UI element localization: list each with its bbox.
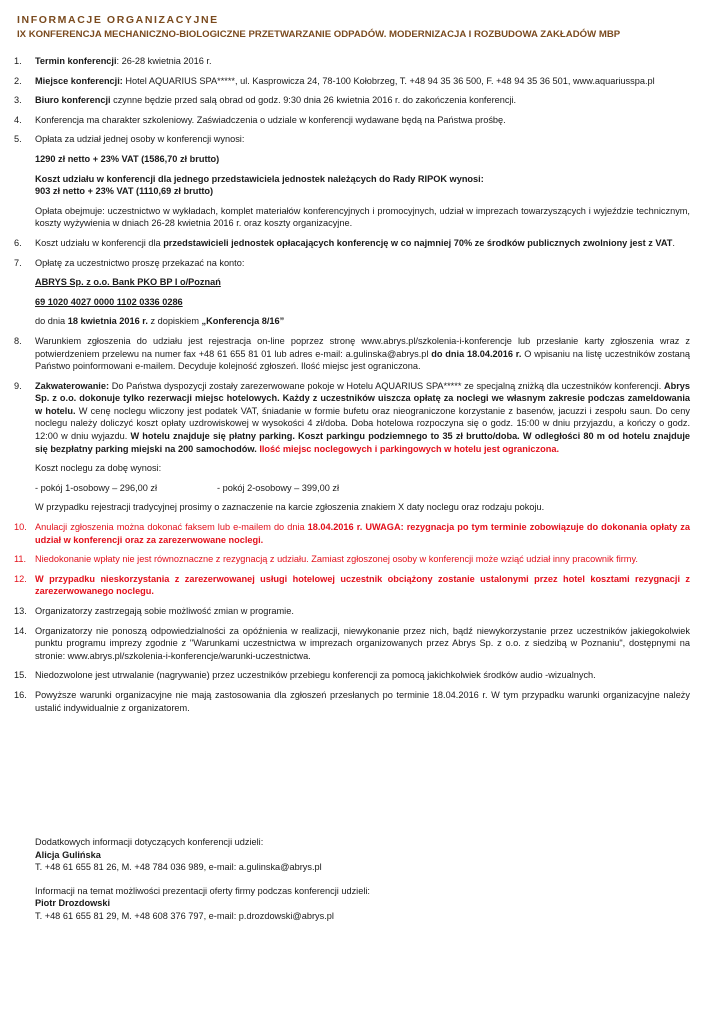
contact-intro: Informacji na temat możliwości prezentacji oferty firmy podczas konferencji udzieli:	[35, 885, 370, 896]
terms-list	[14, 55, 690, 721]
contact-name: Alicja Gulińska	[35, 849, 101, 860]
room-prices	[35, 482, 690, 495]
bank-name: ABRYS Sp. z o.o. Bank PKO BP I o/Poznań	[35, 277, 221, 288]
list-item: 7. Opłatę za uczestnictwo proszę przekazać na konto:	[14, 257, 245, 268]
single-room-price: - pokój 1-osobowy – 296,00 zł	[35, 482, 158, 493]
contact-phone: T. +48 61 655 81 29, M. +48 608 376 797, e-mail: p.drozdowski@abrys.pl	[35, 910, 334, 921]
list-item: 4. Konferencja ma charakter szkoleniowy. Zaświadczenia o udziale w konferencji wydawane będą na Państwa prośbę.	[14, 114, 506, 125]
list-item: 8. Warunkiem zgłoszenia do udziału jest rejestracja on-line poprzez stronę www.abrys.pl/szkolenia-i-konferencje lub przesłanie karty zgłoszenia wraz z potwierdzeniem przelewu na numer fax +48 61 655 81 01 lub adres e-mail: a.gulinska@abrys.pl do dnia 18.04.2016 r. O wpisaniu na listę uczestników zostaną Państwo poinformowani e-mailem. Decyduje kolejność zgłoszeń. Ilość miejsc jest ograniczona.	[14, 335, 690, 372]
contact-name: Piotr Drozdowski	[35, 898, 111, 909]
contact-section	[35, 836, 695, 923]
bank-account: 69 1020 4027 0000 1102 0336 0286	[35, 296, 183, 307]
payment-deadline: do dnia 18 kwietnia 2016 r. z dopiskiem „Konferencja 8/16”	[35, 316, 285, 327]
list-item: 3. Biuro konferencji czynne będzie przed salą obrad od godz. 9:30 dnia 26 kwietnia 2016 r. do zakończenia konferencji.	[14, 95, 517, 106]
list-item: 9. Zakwaterowanie: Do Państwa dyspozycji zostały zarezerwowane pokoje w Hotelu AQUARIUS SPA***** ze specjalną zniżką dla uczestników konferencji. Abrys Sp. z o.o. dokonuje tylko rezerwacji miejsc hotelowych. Każdy z uczestników uiszcza opłatę za noclegi we własnym zakresie podczas zameldowania w hotelu. W cenę noclegu wliczony jest podatek VAT, śniadanie w formie bufetu oraz nieograniczone korzystanie z basenów, jacuzzi i zespołu saun. Do ceny noclegu należy doliczyć koszt opłaty uzdrowiskowej w wysokości 4 zł/doba. Doba hotelowa rozpoczyna się o godz. 15:00 w dniu przyjazdu, a kończy o godz. 12:00 w dniu wyjazdu. W hotelu znajduje się płatny parking. Koszt parkingu podziemnego to 35 zł brutto/doba. W odległości 80 m od hotelu znajduje się bezpłatny parking miejski na 200 samochodów. Ilość miejsc noclegowych i parkingowych w hotelu jest ograniczona.	[14, 380, 690, 454]
night-cost-label: Koszt noclegu za dobę wynosi:	[35, 463, 162, 474]
conference-title: IX KONFERENCJA MECHANICZNO-BIOLOGICZNE PRZETWARZANIE ODPADÓW. MODERNIZACJA I ROZBUDOWA ZAKŁADÓW MBP	[17, 29, 621, 40]
list-item: 11. Niedokonanie wpłaty nie jest równoznaczne z rezygnacją z udziału. Zamiast zgłoszonej osoby w konferencji może wziąć udział inny pracownik firmy.	[14, 554, 638, 565]
list-item: 2. Miejsce konferencji: Hotel AQUARIUS SPA*****, ul. Kasprowicza 24, 78-100 Kołobrzeg, T. +48 94 35 36 500, F. +48 94 35 36 501, www.aquariusspa.pl	[14, 75, 655, 86]
contact-intro: Dodatkowych informacji dotyczących konferencji udzieli:	[35, 837, 264, 847]
org-info-title: INFORMACJE ORGANIZACYJNE	[17, 14, 219, 26]
list-item: 12. W przypadku nieskorzystania z zarezerwowanej usługi hotelowej uczestnik obciążony zostanie ustalonymi przez hotel kosztami rezygnacji z zarezerwowanego noclegu.	[14, 573, 690, 597]
list-item: 15. Niedozwolone jest utrwalanie (nagrywanie) przez uczestników przebiegu konferencji za pomocą jakichkolwiek środków audio -wizualnych.	[14, 670, 596, 681]
list-item: 6. Koszt udziału w konferencji dla przedstawicieli jednostek opłacających konferencję w co najmniej 70% ze środków publicznych zwolniony jest z VAT.	[14, 237, 675, 248]
list-item: 16. Powyższe warunki organizacyjne nie mają zastosowania dla zgłoszeń przesłanych po terminie 18.04.2016 r. W tym przypadku warunki organizacyjne należy ustalić indywidualnie z organizatorem.	[14, 689, 690, 713]
double-room-price: - pokój 2-osobowy – 399,00 zł	[217, 482, 340, 493]
standard-price: 1290 zł netto + 23% VAT (1586,70 zł brutto)	[35, 153, 220, 164]
ripok-price: Koszt udziału w konferencji dla jednego przedstawiciela jednostek należących do Rady RIPOK wynosi: 903 zł netto + 23% VAT (1110,69 zł brutto)	[35, 173, 484, 197]
contact-phone: T. +48 61 655 81 26, M. +48 784 036 989, e-mail: a.gulinska@abrys.pl	[35, 862, 322, 873]
list-item: 14. Organizatorzy nie ponoszą odpowiedzialności za opóźnienia w realizacji, niewykonanie przez nich, bądź niewykorzystanie przez uczestników jakiegokolwiek punktu programu imprezy zgodnie z "Warunkami uczestnictwa w imprezach organizowanych przez Abrys Sp. z o.o. z siedzibą w Poznaniu", dostępnymi na stronie: www.abrys.pl/szkolenia-i-konferencje/warunki-uczestnictwa.	[14, 625, 690, 661]
list-item: 10. Anulacji zgłoszenia można dokonać faksem lub e-mailem do dnia 18.04.2016 r. UWAGA: rezygnacja po tym terminie zobowiązuje do dokonania opłaty za udział w konferencji oraz za zarezerwowane noclegi.	[14, 522, 690, 545]
list-item: 1. Termin konferencji: 26-28 kwietnia 2016 r.	[14, 56, 212, 66]
traditional-registration-note: W przypadku rejestracji tradycyjnej prosimy o zaznaczenie na karcie zgłoszenia znakiem X daty noclegu oraz rodzaju pokoju.	[35, 502, 545, 513]
price-includes: Opłata obejmuje: uczestnictwo w wykładach, komplet materiałów konferencyjnych i promocyjnych, udział w imprezach towarzyszących i wyjeździe technicznym, koszty wyżywienia w dniach 26-28 kwietnia 2016 r. oraz koszty organizacyjne.	[35, 205, 690, 229]
list-item: 13. Organizatorzy zastrzegają sobie możliwość zmian w programie.	[14, 606, 294, 616]
list-item: 5. Opłata za udział jednej osoby w konferencji wynosi:	[14, 134, 245, 145]
